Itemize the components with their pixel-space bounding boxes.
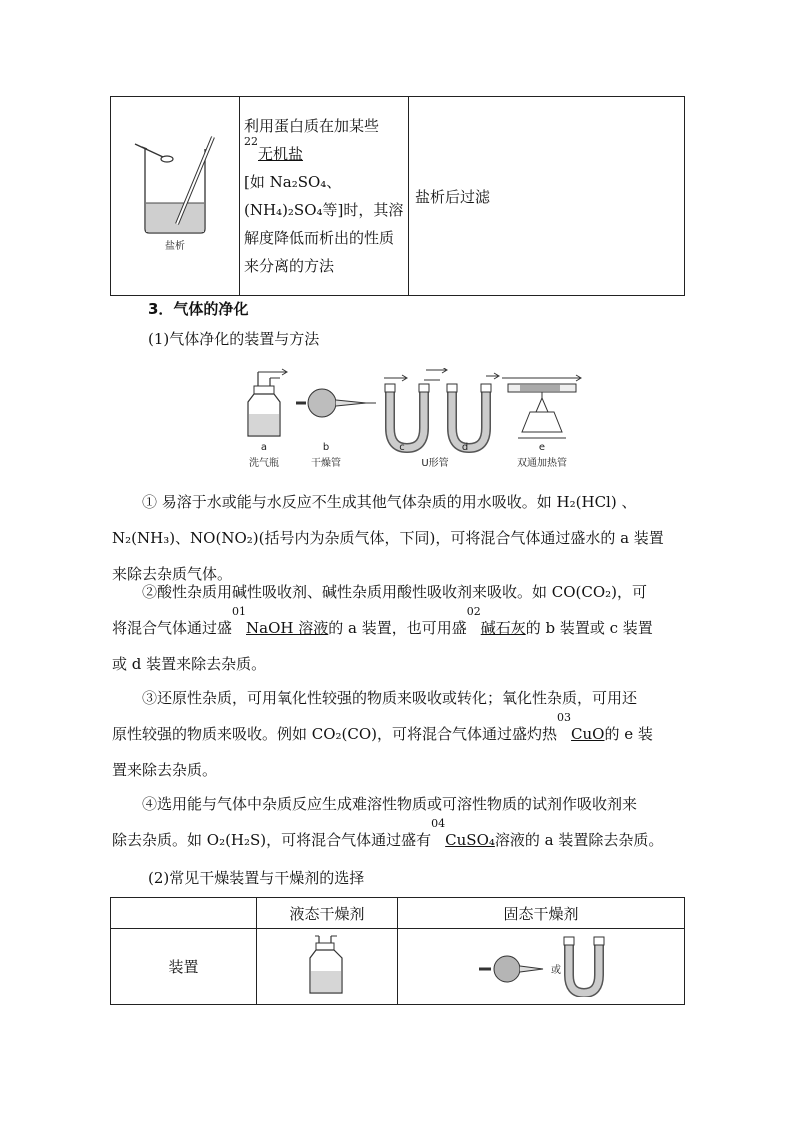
paragraph-3: ③还原性杂质，可用氧化性较强的物质来吸收或转化；氧化性杂质，可用还 原性较强的物质来吸收。例如 CO₂(CO)，可将混合气体通过盛灼热 03 CuO的 e 装 置来除去杂质。 — [112, 689, 653, 779]
or-label: 或 — [551, 964, 561, 976]
caption-heating-tube: 双通加热管 — [517, 458, 567, 469]
answer-marker: 03 — [557, 711, 572, 724]
caption-drying-tube: 干燥管 — [311, 458, 341, 469]
principle-line: [如 Na₂SO₄、 — [244, 173, 342, 191]
gas-washing-bottle-image — [305, 933, 349, 997]
salting-out-table — [110, 96, 685, 296]
answer-marker: 02 — [466, 605, 481, 618]
apparatus-label-c: c — [399, 442, 405, 453]
double-pass-heating-tube — [502, 375, 581, 438]
u-tube-c — [384, 375, 440, 448]
subsection-heading-2: (2)常见干燥装置与干燥剂的选择 — [148, 869, 365, 887]
operation-cell: 盐析后过滤 — [409, 97, 685, 296]
drying-agent-table — [110, 897, 685, 1005]
beaker-image-cell — [111, 97, 240, 296]
answer-blank: 无机盐 — [258, 145, 304, 163]
paragraph-2: ②酸性杂质用碱性吸收剂、碱性杂质用酸性吸收剂来吸收。如 CO(CO₂)，可 将混合气体通过盛 01 NaOH 溶液的 a 装置，也可用盛 02 碱石灰的 b 装置或 c 装置 或 d 装置来除去杂质。 — [112, 583, 653, 673]
section-heading: 3．气体的净化 — [148, 300, 249, 318]
answer-blank: 碱石灰 — [480, 619, 526, 637]
caption-u-tube: U形管 — [421, 458, 449, 469]
answer-marker: 22 — [244, 135, 258, 148]
header-empty — [111, 898, 257, 929]
solid-apparatus-cell — [398, 929, 685, 1005]
answer-blank: CuSO₄ — [445, 831, 495, 849]
answer-blank: CuO — [571, 725, 605, 743]
apparatus-label-a: a — [260, 442, 268, 453]
header-liquid-desiccant: 液态干燥剂 — [257, 898, 398, 929]
header-solid-desiccant: 固态干燥剂 — [398, 898, 685, 929]
apparatus-label-b: b — [322, 442, 330, 453]
caption-washing-bottle: 洗气瓶 — [249, 458, 279, 469]
answer-marker: 04 — [431, 817, 446, 830]
paragraph-4: ④选用能与气体中杂质反应生成难溶性物质或可溶性物质的试剂作吸收剂来 除去杂质。如 O₂(H₂S)，可将混合气体通过盛有 04 CuSO₄溶液的 a 装置除去杂质。 — [112, 795, 664, 849]
subsection-heading: (1)气体净化的装置与方法 — [148, 330, 320, 348]
answer-marker: 01 — [232, 605, 247, 618]
beaker-caption: 盐析 — [165, 241, 185, 252]
principle-line: 来分离的方法 — [244, 257, 335, 275]
gas-washing-bottle — [248, 369, 287, 436]
principle-line: 利用蛋白质在加某些 — [244, 117, 380, 135]
principle-blank-line — [244, 135, 404, 168]
paragraph-1: ① 易溶于水或能与水反应不生成其他气体杂质的用水吸收。如 H₂(HCl) 、 N₂(NH₃)、NO(NO₂)(括号内为杂质气体，下同)，可将混合气体通过盛水的 a 装置 来除去杂质气体。 — [112, 493, 664, 583]
drying-tube-and-u-tube-image — [471, 933, 611, 997]
salting-out-beaker-image — [115, 99, 235, 289]
principle-line: (NH₄)₂SO₄等]时，其溶 — [244, 201, 404, 219]
principle-line: 解度降低而析出的性质 — [244, 229, 395, 247]
liquid-apparatus-cell — [257, 929, 398, 1005]
drying-tube — [296, 389, 376, 417]
apparatus-label-d: d — [461, 442, 469, 453]
gas-purification-apparatus-figure — [240, 368, 590, 473]
answer-blank: NaOH 溶液 — [246, 619, 329, 637]
principle-cell — [240, 97, 409, 296]
row-label-apparatus: 装置 — [111, 929, 257, 1005]
apparatus-label-e: e — [538, 442, 546, 453]
